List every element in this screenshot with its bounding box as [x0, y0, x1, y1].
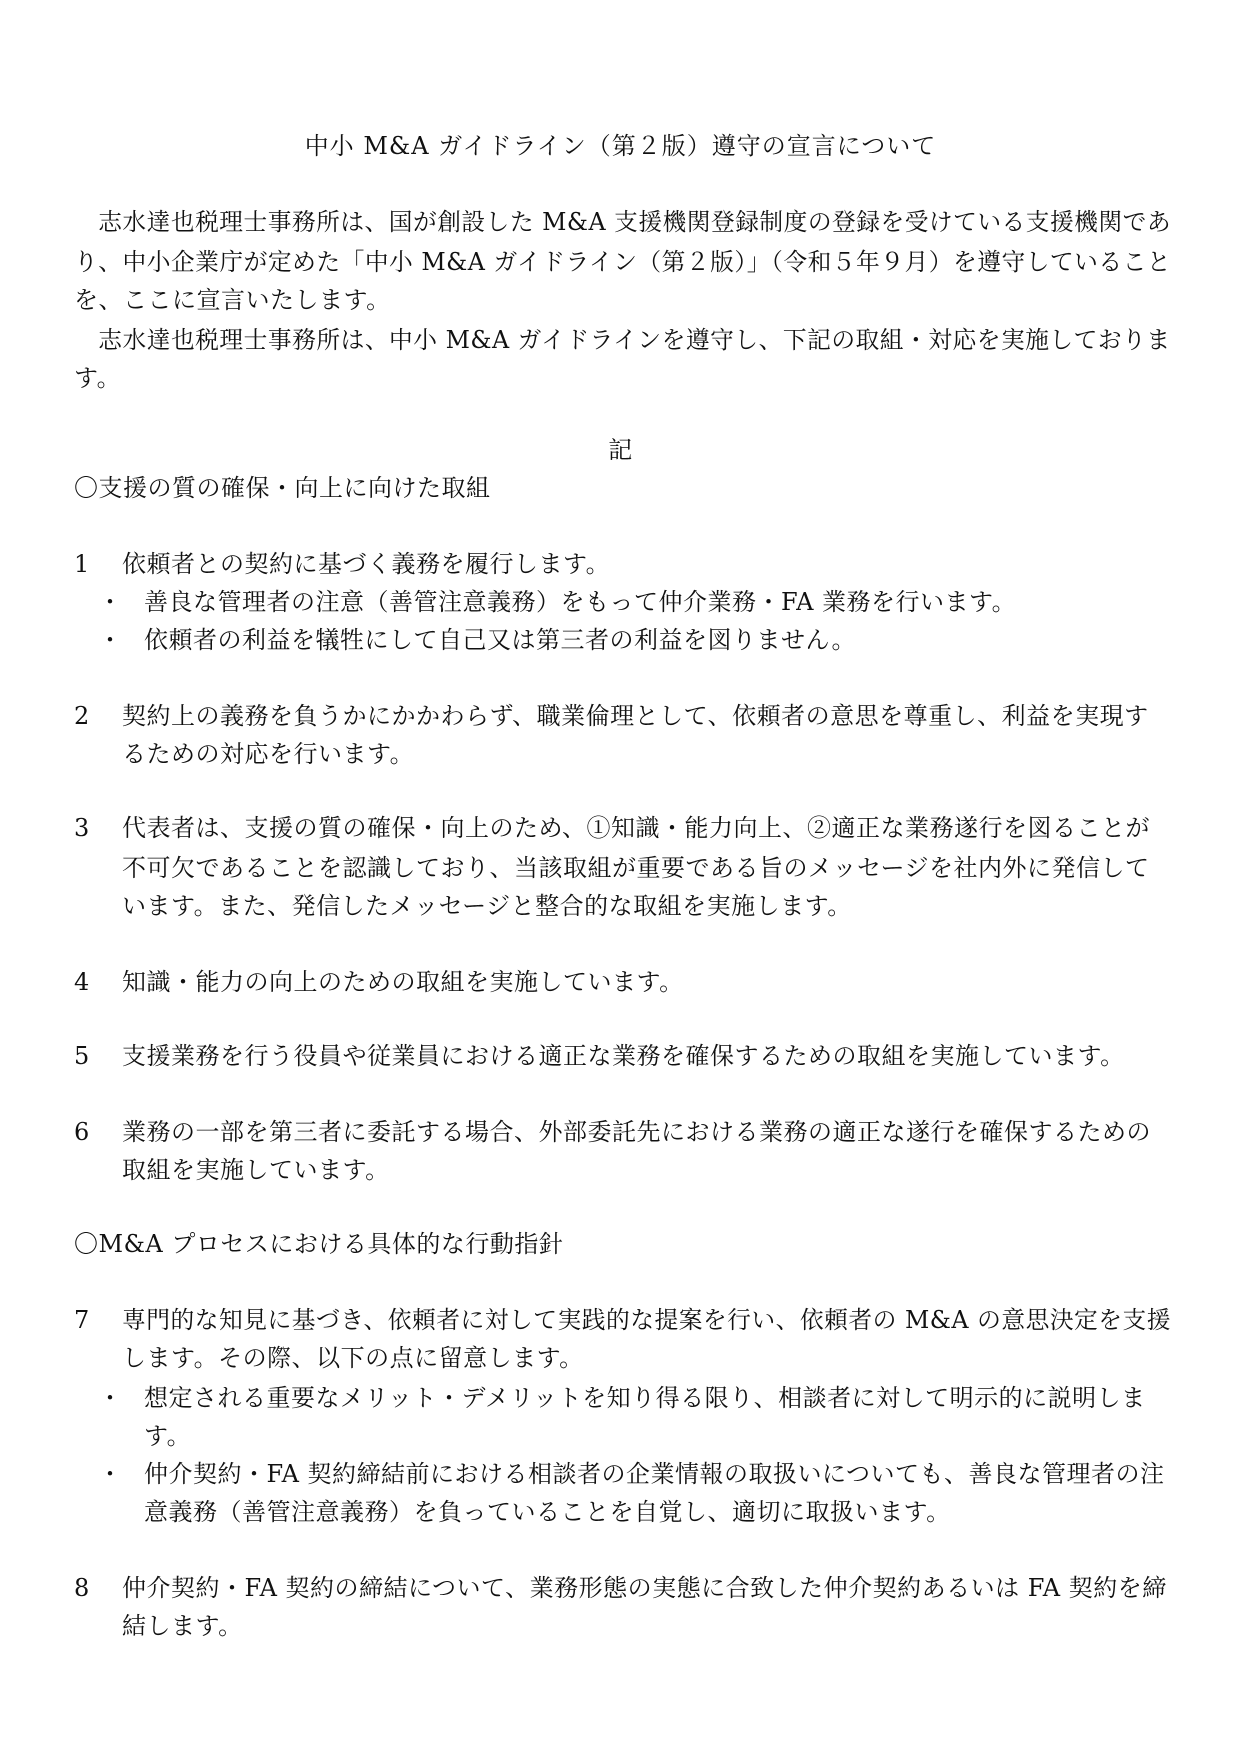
item-7-bullet-1-line-1: 想定される重要なメリット・デメリットを知り得る限り、相談者に対して明示的に説明しま	[144, 1384, 1146, 1412]
bullet-mark: ・	[98, 588, 122, 616]
item-7-line-1: 専門的な知見に基づき、依頼者に対して実践的な提案を行い、依頼者の M&A の意思決定を支援	[122, 1306, 1172, 1334]
item-6-line-2: 取組を実施しています。	[122, 1156, 390, 1184]
item-number: 6	[74, 1118, 90, 1146]
item-number: 8	[74, 1574, 90, 1602]
item-7-line-2: します。その際、以下の点に留意します。	[122, 1344, 584, 1372]
item-3-line-3: います。また、発信したメッセージと整合的な取組を実施します。	[122, 892, 852, 920]
item-7-bullet-2-line-2: 意義務（善管注意義務）を負っていることを自覚し、適切に取扱います。	[144, 1498, 951, 1526]
section-heading-support-quality: 〇支援の質の確保・向上に向けた取組	[74, 474, 491, 502]
item-number: 7	[74, 1306, 90, 1334]
bullet-mark: ・	[98, 626, 122, 654]
intro-line-4: 志水達也税理士事務所は、中小 M&A ガイドラインを遵守し、下記の取組・対応を実施しておりま	[74, 326, 1171, 354]
item-5-text: 支援業務を行う役員や従業員における適正な業務を確保するための取組を実施しています。	[122, 1042, 1125, 1070]
bullet-mark: ・	[98, 1460, 122, 1488]
ki-heading: 記	[608, 436, 633, 464]
page-title: 中小 M&A ガイドライン（第２版）遵守の宣言について	[304, 132, 937, 160]
item-7-bullet-2-line-1: 仲介契約・FA 契約締結前における相談者の企業情報の取扱いについても、善良な管理者の注	[144, 1460, 1165, 1488]
item-2-line-2: るための対応を行います。	[122, 740, 415, 768]
intro-line-2: り、中小企業庁が定めた「中小 M&A ガイドライン（第２版）」（令和５年９月）を遵守していること	[74, 248, 1172, 276]
intro-line-3: を、ここに宣言いたします。	[74, 286, 391, 314]
item-number: 2	[74, 702, 90, 730]
item-number: 4	[74, 968, 90, 996]
item-2-line-1: 契約上の義務を負うかにかかわらず、職業倫理として、依頼者の意思を尊重し、利益を実現す	[122, 702, 1149, 730]
intro-line-1: 志水達也税理士事務所は、国が創設した M&A 支援機関登録制度の登録を受けている支援機関であ	[74, 208, 1172, 236]
item-3-line-2: 不可欠であることを認識しており、当該取組が重要である旨のメッセージを社内外に発信して	[122, 854, 1150, 882]
bullet-mark: ・	[98, 1384, 122, 1412]
item-8-line-2: 結します。	[122, 1612, 243, 1640]
item-number: 5	[74, 1042, 90, 1070]
item-8-line-1: 仲介契約・FA 契約の締結について、業務形態の実態に合致した仲介契約あるいは FA 契約を締	[122, 1574, 1167, 1602]
item-3-line-1: 代表者は、支援の質の確保・向上のため、①知識・能力向上、②適正な業務遂行を図ることが	[122, 814, 1151, 842]
item-1-bullet-2: 依頼者の利益を犠牲にして自己又は第三者の利益を図りません。	[144, 626, 856, 654]
item-7-bullet-1-line-2: す。	[144, 1422, 192, 1450]
item-1-text: 依頼者との契約に基づく義務を履行します。	[122, 550, 611, 578]
section-heading-ma-process: 〇M&A プロセスにおける具体的な行動指針	[74, 1230, 564, 1258]
item-number: 1	[74, 550, 90, 578]
item-6-line-1: 業務の一部を第三者に委託する場合、外部委託先における業務の適正な遂行を確保するための	[122, 1118, 1151, 1146]
intro-line-5: す。	[74, 364, 122, 392]
item-1-bullet-1: 善良な管理者の注意（善管注意義務）をもって仲介業務・FA 業務を行います。	[144, 588, 1017, 616]
item-number: 3	[74, 814, 90, 842]
item-4-text: 知識・能力の向上のための取組を実施しています。	[122, 968, 684, 996]
